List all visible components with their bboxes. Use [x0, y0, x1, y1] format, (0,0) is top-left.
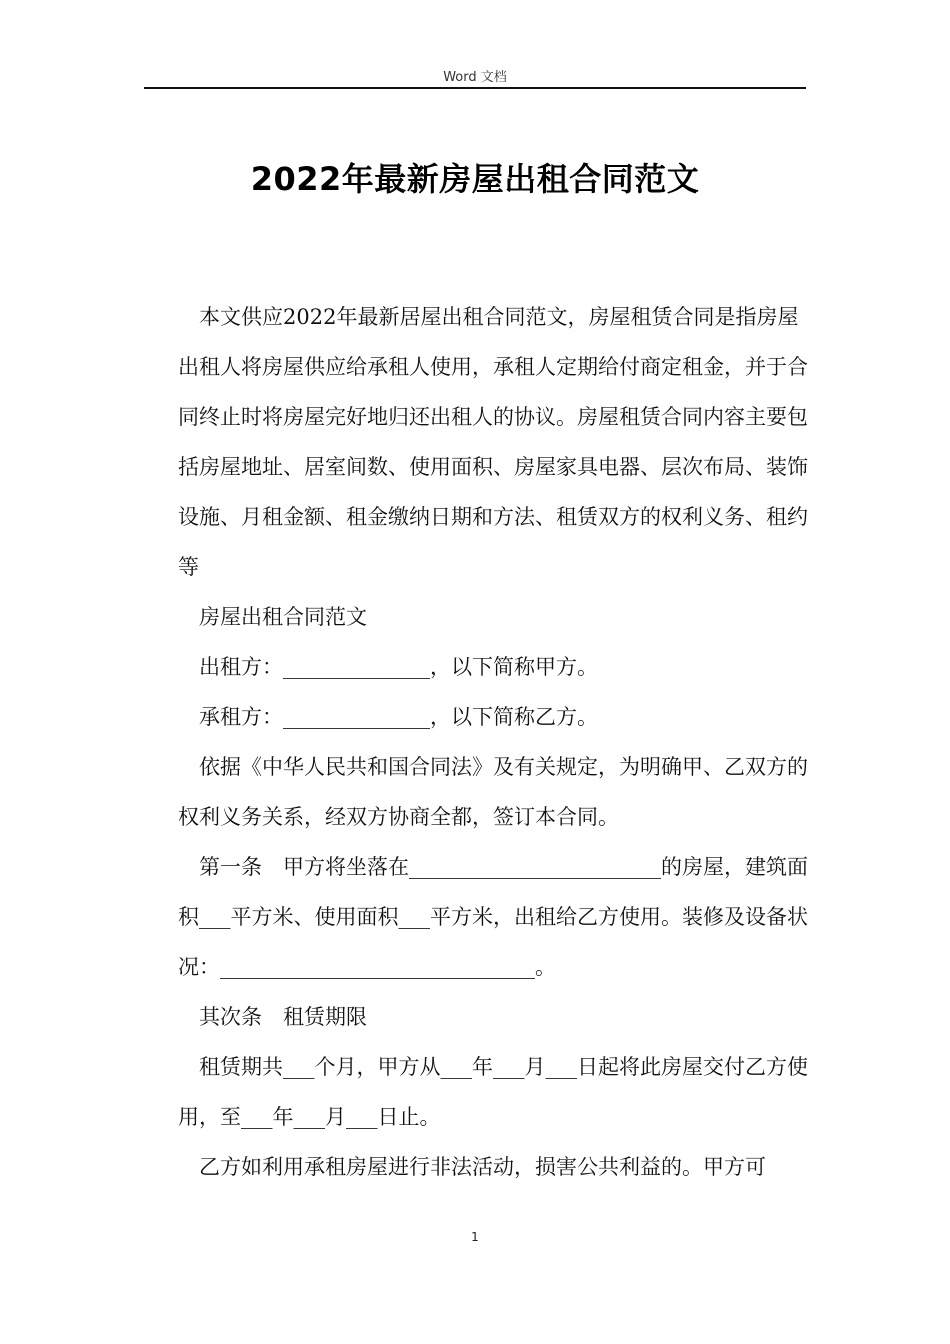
document-body	[178, 292, 814, 1192]
page-header: Word 文档	[443, 70, 507, 85]
paragraph-article-1: 第一条 甲方将坐落在________________________的房屋，建筑面积___平方米、使用面积___平方米，出租给乙方使用。装修及设备状况：______________________________。	[178, 855, 808, 979]
paragraph-intro: 本文供应2022年最新居屋出租合同范文，房屋租赁合同是指房屋出租人将房屋供应给承租人使用，承租人定期给付商定租金，并于合同终止时将房屋完好地归还出租人的协议。房屋租赁合同内容主要包括房屋地址、居室间数、使用面积、房屋家具电器、层次布局、装饰设施、月租金额、租金缴纳日期和方法、租赁双方的权利义务、租约等	[178, 305, 808, 579]
paragraph-subtitle: 房屋出租合同范文	[199, 605, 367, 629]
paragraph-illegal-use: 乙方如利用承租房屋进行非法活动，损害公共利益的。甲方可	[199, 1155, 766, 1179]
paragraph-lease-term: 租赁期共___个月，甲方从___年___月___日起将此房屋交付乙方使用，至___年___月___日止。	[178, 1055, 808, 1129]
paragraph-article-2-heading: 其次条 租赁期限	[199, 1005, 367, 1029]
paragraph-lessor: 出租方：______________，以下简称甲方。	[199, 655, 598, 679]
document-title: 2022年最新房屋出租合同范文	[250, 160, 700, 198]
paragraph-basis: 依据《中华人民共和国合同法》及有关规定，为明确甲、乙双方的权利义务关系，经双方协商全都，签订本合同。	[178, 755, 808, 829]
paragraph-lessee: 承租方：______________，以下简称乙方。	[199, 705, 598, 729]
page-number: 1	[471, 1230, 479, 1244]
header-divider	[144, 87, 806, 89]
